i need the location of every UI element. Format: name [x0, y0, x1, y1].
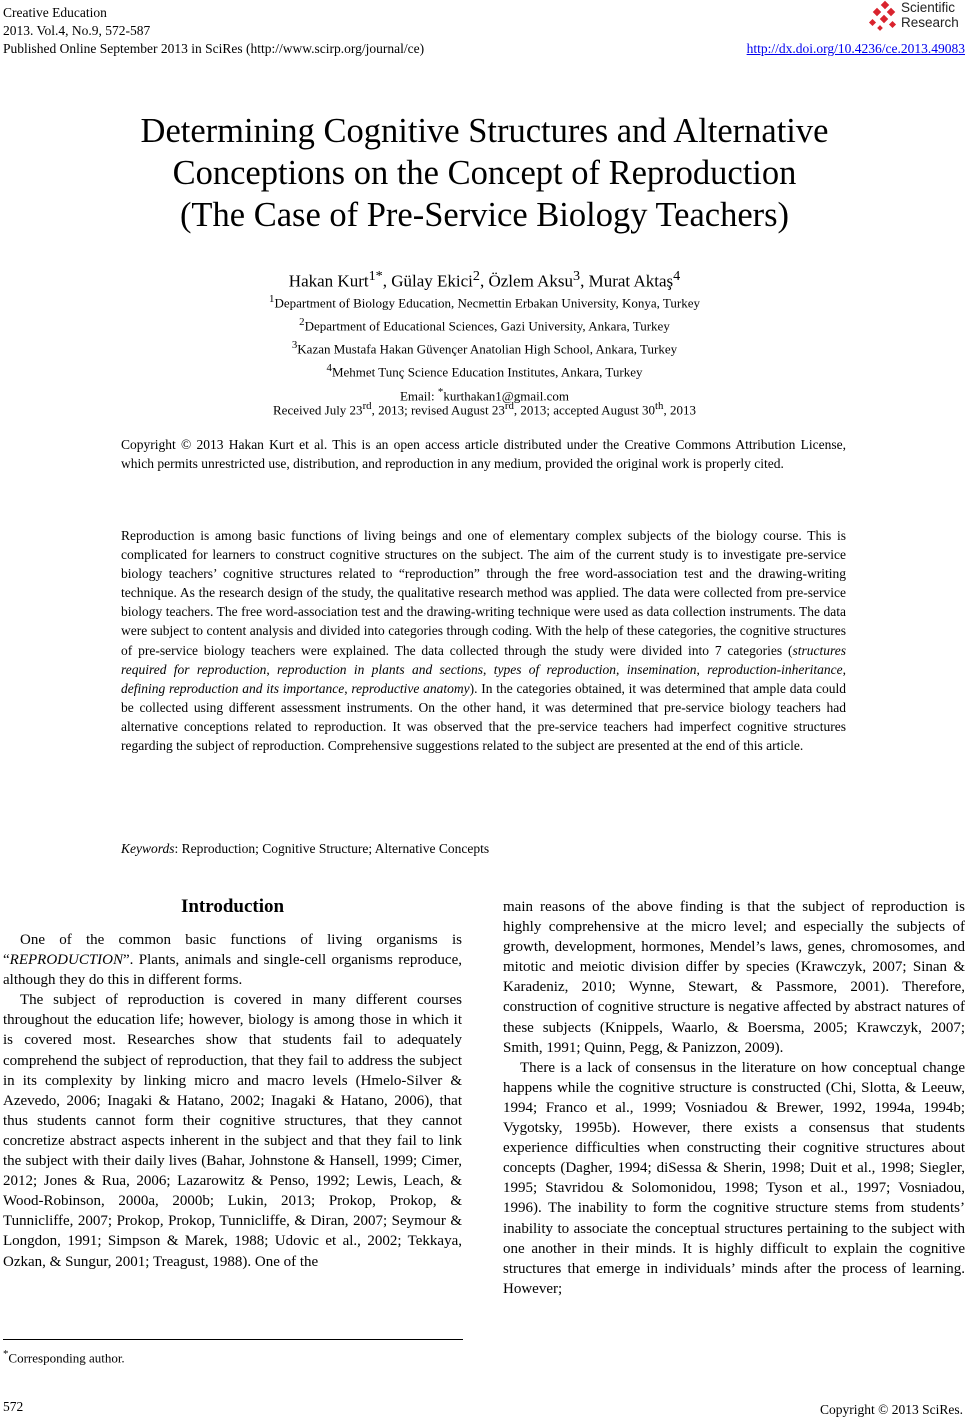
affiliation: $^3$Kazan Mustafa Hakan Güvençer Anatolian High School, Ankara, Turkey — [291, 339, 678, 357]
title-line: Conceptions on the Concept of Reproduction — [172, 154, 797, 192]
paragraph: main reasons of the above finding is that the subject of reproduction is highly comprehensive at the micro level; and especially the subjects of growth, development, hormones, Mendel’s laws, genes, chromosomes, and mitotic and meiotic division differ by species (Krawczyk, 2007; Sinan & Karadeniz, 2010; Wynne, Stewart, & Passmore, 2001). Therefore, construction of cognitive structure is negative affected by abstract natures of these subjects (Knippels, Waarlo, & Boersma, 2005; Krawczyk, 2007; Smith, 1991; Quinn, Pegg, & Panizzon, 2009). — [503, 899, 965, 1056]
copyright-notice: Copyright © 2013 Hakan Kurt et al. This is an open access article distributed under the Creative Commons Attribution License, which permits unrestricted use, distribution, and reproduction in any medium, provided the original work is properly cited. — [121, 437, 846, 472]
title-line: Determining Cognitive Structures and Alternative — [140, 112, 829, 150]
left-column — [3, 930, 462, 1272]
doi-link[interactable]: http://dx.doi.org/10.4236/ce.2013.49083 — [746, 41, 965, 56]
category: reproductive anatomy — [351, 680, 470, 696]
publisher-logo-text: Scientific Research — [901, 0, 959, 30]
right-column — [503, 897, 965, 1299]
section-heading: Introduction — [180, 896, 285, 917]
author-name: Hakan Kurt — [288, 271, 369, 291]
paragraph: One of the common basic functions of living organisms is “REPRODUCTION”. Plants, animals and single-cell organisms reproduce, although they do this in different forms. — [3, 932, 462, 989]
abstract: Reproduction is among basic functions of living beings and one of elementary complex subjects of the biology course. This is complicated for learners to construct cognitive structures on the subject. The aim of the current study is to investigate pre-service biology teachers’ cognitive structures related to “reproduction” through the free word-association test and the drawing-writing technique. As the research design of the study, the qualitative research method was applied. The data were collected from pre-service biology teachers. The free word-association test and the drawing-writing technique were used as data collection instruments. The data were subject to content analysis and divided into categories through coding. With the help of these categories, the cognitive structures of pre-service biology teachers were explained. The data collected through the study were divided into 7 categories (structures required for reproduction, reproduction in plants and sections, types of reproduction, insemination, reproduction-inheritance, defining reproduction and its importance, reproductive anatomy). In the categories obtained, it was determined that ample data could be collected using different assessment instruments. On the other hand, it was determined that pre-service biology teachers had alternative conceptions related to reproduction. It was observed that the pre-service teachers had imperfect cognitive structures regarding the subject of reproduction. Comprehensive suggestions related to the subject are presented at the end of this article. — [121, 528, 847, 754]
article-title — [0, 110, 969, 236]
paragraph: There is a lack of consensus in the literature on how conceptual change happens while the cognitive structure is constructed (Chi, Slotta, & Leeuw, 1994; Franco et al., 1999; Vosniadou & Brewer, 1992, 1994a, 1994b; Vygotsky, 1995b). However, there exists a consensus that students experience difficulties when constructing their cognitive structures about concepts (Dagher, 1994; diSessa & Sherin, 1998; Duit et al., 1998; Siegler, 1995; Stavridou & Solomonidou, 1998; Tyson et al., 1997; Vosniadou, 1996). The inability to form the cognitive structure stems from students’ inability to associate the conceptual structures pertaining to the subject with one another in their minds. It is highly difficult to explain the cognitive structures that emerge in individuals’ minds after the process of learning. However; — [503, 1059, 965, 1297]
running-header — [3, 4, 424, 58]
author-list: Hakan Kurt$^{1*}$, Gülay Ekici$^2$, Özlem Aksu$^3$, Murat Aktaş$^4$ — [288, 268, 681, 291]
page-number: 572 — [3, 1399, 24, 1414]
author-name: Gülay Ekici — [391, 271, 473, 291]
title-line: (The Case of Pre-Service Biology Teachers) — [179, 196, 790, 234]
received-dates: Received July 23rd, 2013; revised August 23rd, 2013; accepted August 30th, 2013 — [273, 400, 696, 418]
category: reproduction-inheritance — [707, 661, 843, 677]
keywords: Keywords: Reproduction; Cognitive Structure; Alternative Concepts — [121, 841, 490, 856]
category: insemination — [626, 661, 697, 677]
footnote-rule — [3, 1339, 463, 1340]
category: types of reproduction — [493, 661, 617, 677]
journal-name: Creative Education — [3, 5, 107, 20]
category: reproduction in plants and sections — [277, 661, 484, 677]
publication-note: Published Online September 2013 in SciRes (http://www.scirp.org/journal/ce) — [3, 41, 425, 56]
paragraph: The subject of reproduction is covered in many different courses throughout the education life; however, biology is among those in which it is covered most. Researches show that students fail to adequately comprehend the subject of reproduction, that they fail to address the subject in its complexity by linking micro and macro levels (Hmelo-Silver & Azevedo, 2006; Inagaki & Hatano, 2002; Inagaki & Hatano, 2006), that thus students cannot form their cognitive structures, that they cannot concretize abstract aspects inherent in the subject and that they fail to link the subject with their daily lives (Bahar, Johnstone & Hansell, 1999; Cimer, 2012; Jones & Rua, 2006; Lazarowitz & Penso, 1992; Lewis, Leach, & Wood-Robinson, 2000a, 2000b; Lukin, 2013; Prokop, Prokop, & Tunnicliffe, 2007; Prokop, Prokop, Tunnicliffe, & Diran, 2007; Seymour & Longdon, 1991; Simpson & Marek, 1988; Udovic et al., 2002; Tekkaya, Ozkan, & Sungur, 2001; Treagust, 1988). One of the — [3, 992, 462, 1270]
author-name: Murat Aktaş — [588, 271, 674, 291]
affiliation: $^2$Department of Educational Sciences, Gazi University, Ankara, Turkey — [299, 316, 670, 334]
journal-volume: 2013. Vol.4, No.9, 572-587 — [3, 23, 151, 38]
category: structures required for reproduction — [121, 642, 846, 677]
affiliation-list — [0, 290, 969, 406]
affiliation: $^1$Department of Biology Education, Necmettin Erbakan University, Konya, Turkey — [269, 293, 700, 311]
footnote: *Corresponding author. — [3, 1348, 125, 1366]
category: defining reproduction and its importance — [121, 680, 345, 696]
affiliation: $^4$Mehmet Tunç Science Education Institutes, Ankara, Turkey — [326, 362, 643, 380]
footer-copyright: Copyright © 2013 SciRes. — [819, 1402, 963, 1417]
author-name: Özlem Aksu — [488, 271, 574, 291]
author-email: Email: *kurthakan1@gmail.com — [399, 385, 570, 403]
